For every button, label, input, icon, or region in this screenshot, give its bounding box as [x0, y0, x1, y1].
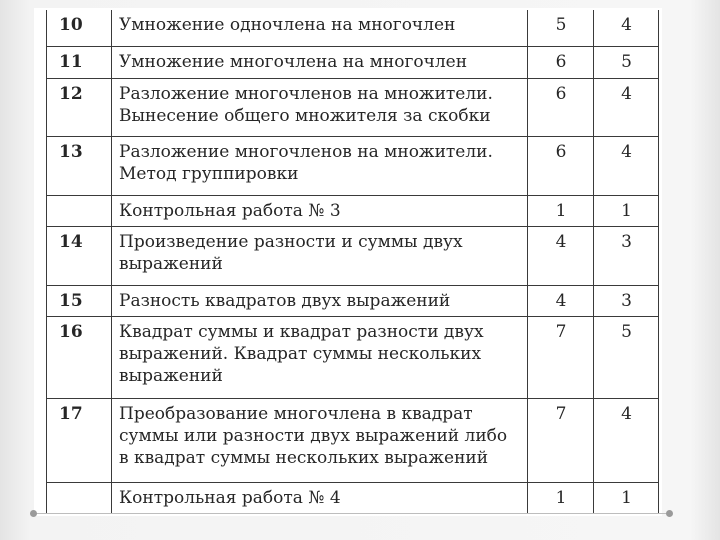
row-hours-a: 4: [528, 226, 594, 285]
row-topic: Преобразование многочлена в квадрат суммы или разности двух выражений либо в квадрат суммы нескольких выражений: [112, 398, 528, 482]
row-number: 14: [47, 226, 112, 285]
row-hours-b: 4: [594, 136, 659, 195]
row-hours-b: 1: [594, 195, 659, 226]
row-number: 10: [47, 10, 112, 46]
table-row: [47, 226, 659, 285]
row-hours-a: 1: [528, 195, 594, 226]
table-row: [47, 398, 659, 482]
row-hours-a: 6: [528, 46, 594, 78]
row-hours-a: 4: [528, 285, 594, 316]
row-hours-a: 5: [528, 10, 594, 46]
table-row: [47, 46, 659, 78]
row-topic: Контрольная работа № 4: [112, 482, 528, 514]
row-topic: Разложение многочленов на множители. Вынесение общего множителя за скобки: [112, 78, 528, 136]
row-number: 15: [47, 285, 112, 316]
table-row: [47, 136, 659, 195]
row-number: 12: [47, 78, 112, 136]
row-hours-b: 5: [594, 316, 659, 398]
row-hours-a: 6: [528, 136, 594, 195]
row-topic: Квадрат суммы и квадрат разности двух выражений. Квадрат суммы нескольких выражений: [112, 316, 528, 398]
row-number: [47, 195, 112, 226]
row-hours-b: 5: [594, 46, 659, 78]
divider-left-dot: [30, 510, 37, 517]
row-hours-a: 7: [528, 398, 594, 482]
table-row: [47, 316, 659, 398]
row-number: 13: [47, 136, 112, 195]
row-hours-a: 6: [528, 78, 594, 136]
table-row: [47, 285, 659, 316]
row-hours-b: 4: [594, 78, 659, 136]
row-hours-b: 3: [594, 226, 659, 285]
row-number: [47, 482, 112, 514]
row-number: 11: [47, 46, 112, 78]
table-row: [47, 482, 659, 514]
lesson-plan-table: [46, 10, 659, 514]
row-number: 16: [47, 316, 112, 398]
row-hours-b: 1: [594, 482, 659, 514]
row-hours-a: 7: [528, 316, 594, 398]
table-row: [47, 195, 659, 226]
row-hours-b: 3: [594, 285, 659, 316]
row-number: 17: [47, 398, 112, 482]
row-hours-a: 1: [528, 482, 594, 514]
row-topic: Контрольная работа № 3: [112, 195, 528, 226]
row-topic: Умножение одночлена на многочлен: [112, 10, 528, 46]
row-topic: Разложение многочленов на множители. Метод группировки: [112, 136, 528, 195]
row-topic: Умножение многочлена на многочлен: [112, 46, 528, 78]
row-hours-b: 4: [594, 398, 659, 482]
table-row: [47, 78, 659, 136]
divider-right-dot: [666, 510, 673, 517]
row-topic: Разность квадратов двух выражений: [112, 285, 528, 316]
row-hours-b: 4: [594, 10, 659, 46]
table-row: [47, 10, 659, 46]
slide-divider-line: [30, 513, 670, 514]
row-topic: Произведение разности и суммы двух выражений: [112, 226, 528, 285]
